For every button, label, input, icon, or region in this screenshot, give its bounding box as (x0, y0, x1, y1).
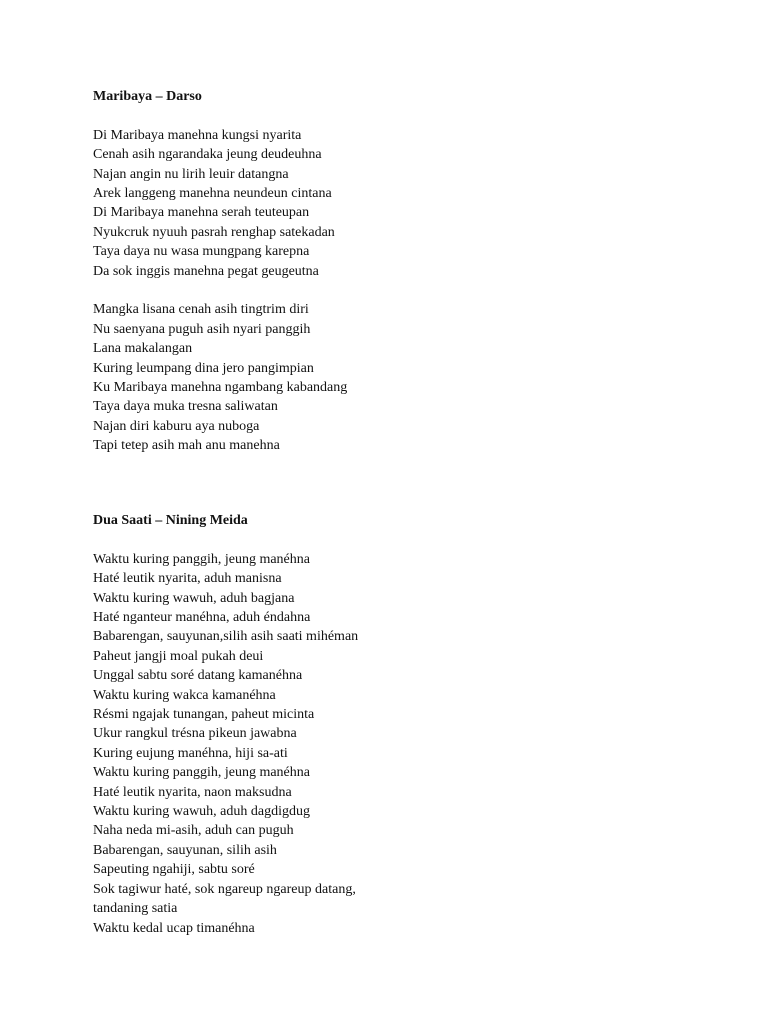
lyric-line: Waktu kuring wawuh, aduh bagjana (93, 590, 295, 606)
lyric-line: Unggal sabtu soré datang kamanéhna (93, 668, 303, 684)
lyric-line: Di Maribaya manehna serah teuteupan (93, 205, 310, 221)
lyric-line: Ku Maribaya manehna ngambang kabandang (93, 380, 348, 396)
lyric-line: Waktu kuring panggih, jeung manéhna (93, 551, 310, 567)
lyric-line: Waktu kuring panggih, jeung manéhna (93, 765, 310, 781)
song-maribaya (93, 87, 693, 475)
stanza (93, 550, 693, 938)
lyric-line: Taya daya muka tresna saliwatan (93, 399, 278, 415)
lyric-line: Waktu kedal ucap timanéhna (93, 920, 255, 936)
lyric-line: Cenah asih ngarandaka jeung deudeuhna (93, 147, 322, 163)
lyric-line: Haté leutik nyarita, naon maksudna (93, 784, 292, 800)
lyric-line: Nyukcruk nyuuh pasrah renghap satekadan (93, 224, 335, 240)
lyric-line: Najan angin nu lirih leuir datangna (93, 166, 289, 182)
song-dua-saati (93, 511, 693, 957)
stanza (93, 300, 693, 455)
lyric-line: Kuring leumpang dina jero pangimpian (93, 360, 314, 376)
song-title: Dua Saati – Nining Meida (93, 513, 248, 528)
lyric-line: Babarengan, sauyunan, silih asih (93, 842, 277, 858)
lyric-line: Sapeuting ngahiji, sabtu soré (93, 862, 255, 878)
lyric-line: Paheut jangji moal pukah deui (93, 648, 264, 664)
lyric-line: Mangka lisana cenah asih tingtrim diri (93, 302, 309, 318)
lyric-line: Lana makalangan (93, 341, 193, 357)
lyric-line: Kuring eujung manéhna, hiji sa-ati (93, 745, 288, 761)
lyric-line: Haté leutik nyarita, aduh manisna (93, 571, 282, 587)
lyric-line: Waktu kuring wakca kamanéhna (93, 687, 276, 703)
lyric-line: Nu saenyana puguh asih nyari panggih (93, 321, 311, 337)
lyric-line: Babarengan, sauyunan,silih asih saati mihéman (93, 629, 359, 645)
lyric-line: Da sok inggis manehna pegat geugeutna (93, 263, 319, 279)
lyric-line: Ukur rangkul trésna pikeun jawabna (93, 726, 297, 742)
stanza (93, 126, 693, 281)
song-title: Maribaya – Darso (93, 89, 202, 104)
lyric-line: Haté nganteur manéhna, aduh éndahna (93, 610, 311, 626)
lyric-line: Taya daya nu wasa mungpang karepna (93, 244, 310, 260)
lyric-line: Naha neda mi-asih, aduh can puguh (93, 823, 294, 839)
lyric-line: Arek langgeng manehna neundeun cintana (93, 186, 332, 202)
lyric-line: tandaning satia (93, 901, 178, 917)
lyric-line: Tapi tetep asih mah anu manehna (93, 438, 280, 454)
lyric-line: Sok tagiwur haté, sok ngareup ngareup datang, (93, 881, 356, 897)
lyric-line: Résmi ngajak tunangan, paheut micinta (93, 707, 315, 723)
lyric-line: Di Maribaya manehna kungsi nyarita (93, 127, 302, 143)
lyric-line: Waktu kuring wawuh, aduh dagdigdug (93, 804, 310, 820)
lyric-line: Najan diri kaburu aya nuboga (93, 418, 260, 434)
